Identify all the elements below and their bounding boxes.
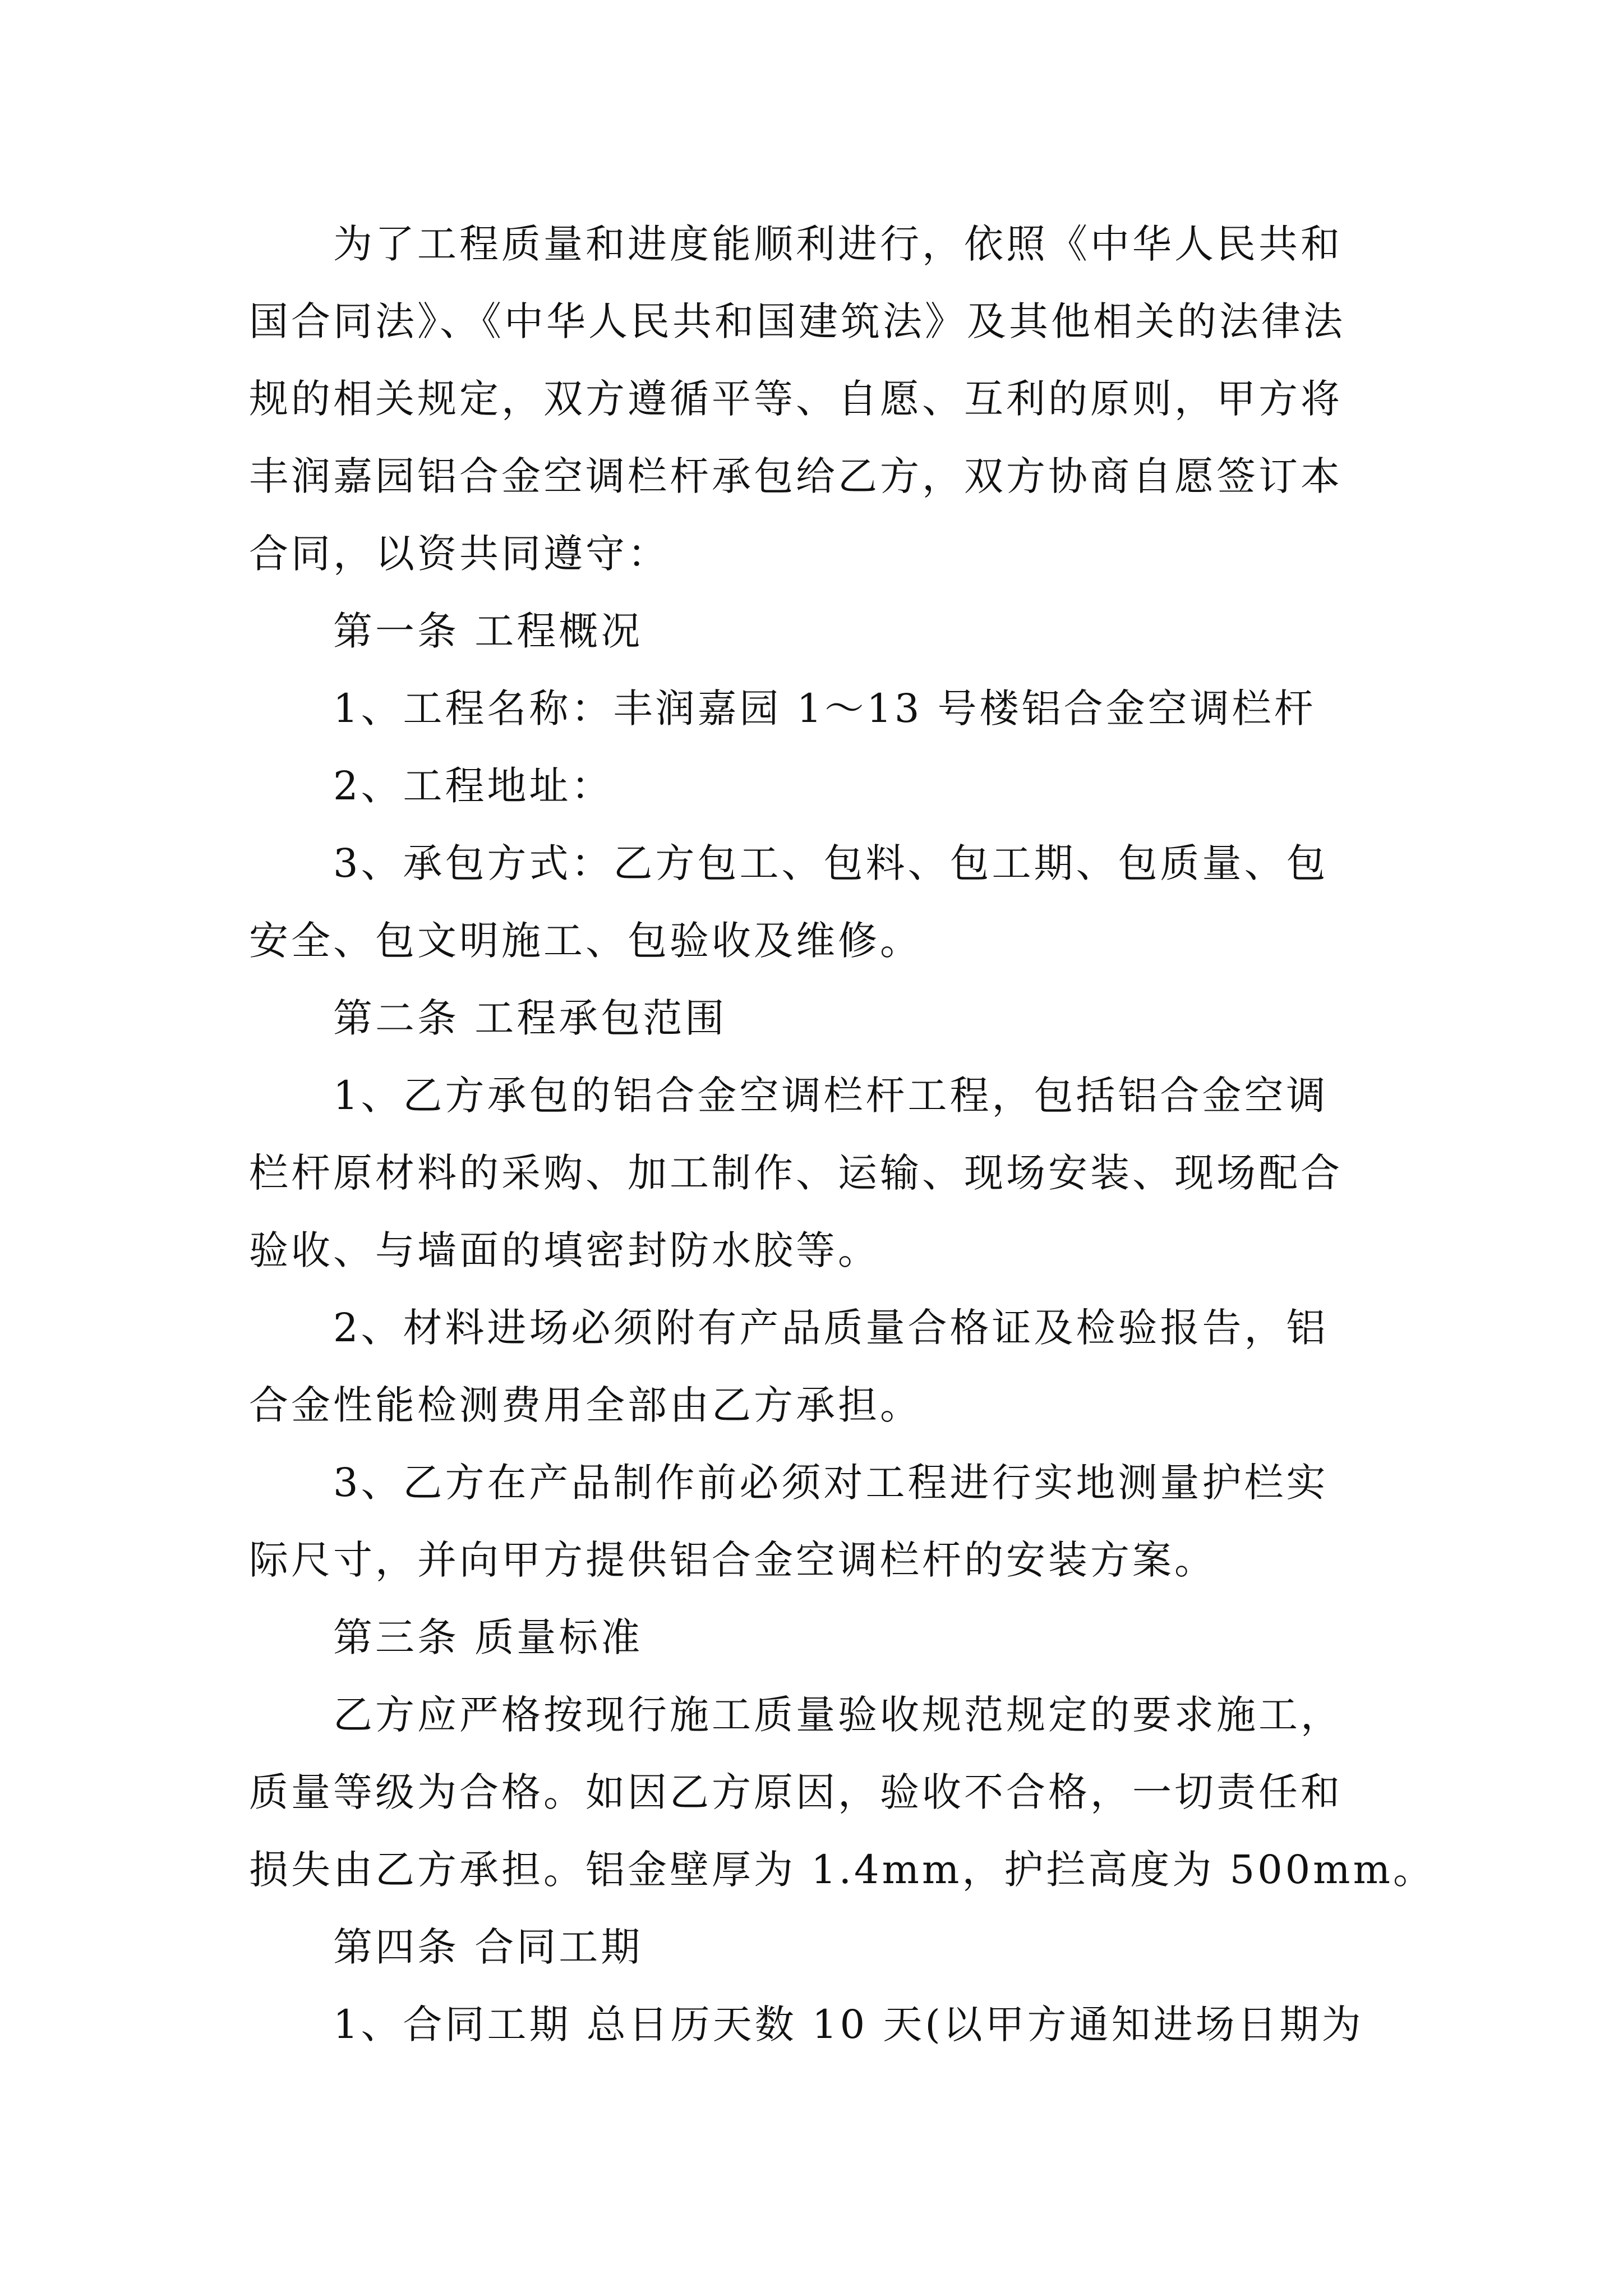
project-name-line: 1、工程名称：丰润嘉园 1～13 号楼铝合金空调栏杆 bbox=[333, 685, 1316, 731]
text-line: 规的相关规定，双方遵循平等、自愿、互利的原则，甲方将 bbox=[249, 376, 1343, 422]
text-line: 丰润嘉园铝合金空调栏杆承包给乙方，双方协商自愿签订本 bbox=[249, 453, 1343, 499]
text-line: 2、材料进场必须附有产品质量合格证及检验报告，铝 bbox=[333, 1305, 1329, 1351]
text-line: 3、承包方式：乙方包工、包料、包工期、包质量、包 bbox=[333, 840, 1329, 886]
contract-method-paragraph bbox=[249, 825, 1382, 979]
contract-period-line: 1、合同工期 总日历天数 10 天(以甲方通知进场日期为 bbox=[333, 2001, 1364, 2047]
text-line: 损失由乙方承担。铝金壁厚为 1.4mm，护拦高度为 500mm。 bbox=[249, 1847, 1435, 1893]
text-line: 国合同法》、《中华人民共和国建筑法》及其他相关的法律法 bbox=[249, 298, 1345, 344]
scope-paragraph-3 bbox=[249, 1444, 1382, 1599]
text-line: 为了工程质量和进度能顺利进行，依照《中华人民共和 bbox=[333, 221, 1343, 267]
scope-paragraph-2 bbox=[249, 1289, 1382, 1444]
text-line: 际尺寸，并向甲方提供铝合金空调栏杆的安装方案。 bbox=[249, 1537, 1216, 1583]
intro-paragraph bbox=[249, 205, 1382, 592]
scope-paragraph-1 bbox=[249, 1057, 1382, 1289]
project-address-line: 2、工程地址： bbox=[333, 763, 614, 809]
text-line: 乙方应严格按现行施工质量验收规范规定的要求施工， bbox=[333, 1692, 1343, 1738]
contract-body bbox=[249, 205, 1435, 2063]
text-line: 3、乙方在产品制作前必须对工程进行实地测量护栏实 bbox=[333, 1460, 1329, 1506]
text-line: 验收、与墙面的填密封防水胶等。 bbox=[249, 1227, 880, 1273]
text-line: 合同，以资共同遵守： bbox=[249, 531, 670, 577]
section-heading-article-2: 第二条 工程承包范围 bbox=[333, 995, 727, 1041]
text-line: 安全、包文明施工、包验收及维修。 bbox=[249, 918, 922, 964]
section-heading-article-1: 第一条 工程概况 bbox=[333, 608, 643, 654]
text-line: 1、乙方承包的铝合金空调栏杆工程，包括铝合金空调 bbox=[333, 1073, 1329, 1119]
section-heading-article-4: 第四条 合同工期 bbox=[333, 1924, 643, 1970]
quality-paragraph bbox=[249, 1676, 1435, 1908]
text-line: 质量等级为合格。如因乙方原因，验收不合格，一切责任和 bbox=[249, 1769, 1343, 1815]
text-line: 合金性能检测费用全部由乙方承担。 bbox=[249, 1382, 922, 1428]
text-line: 栏杆原材料的采购、加工制作、运输、现场安装、现场配合 bbox=[249, 1150, 1343, 1196]
section-heading-article-3: 第三条 质量标准 bbox=[333, 1614, 643, 1660]
